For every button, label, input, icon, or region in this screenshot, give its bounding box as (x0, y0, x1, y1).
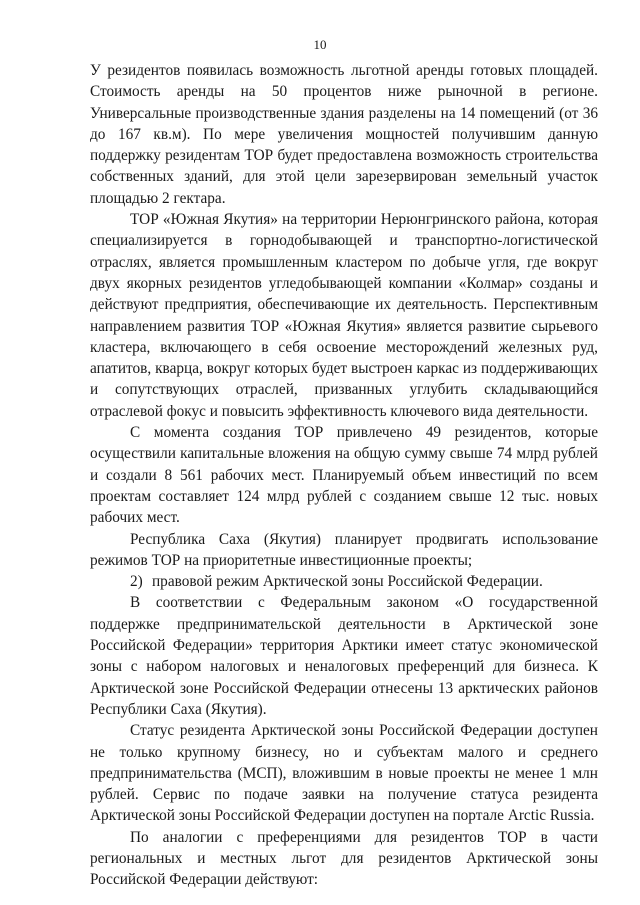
paragraph-preferences: По аналогии с преференциями для резидентов ТОР в части региональных и местных льгот для резидентов Арктической зоны Российской Федерации действуют: (90, 828, 598, 889)
paragraph-yuzhnaya-yakutiya: ТОР «Южная Якутия» на территории Нерюнгринского района, которая специализируется в горнодобывающей и транспортно-логистической отраслях, является промышленным кластером по добыче угля, где вокруг двух якорных резидентов угледобывающей компании «Колмар» созданы и действуют предприятия, обеспечивающие их деятельность. Перспективным направлением развития ТОР «Южная Якутия» является развитие сырьевого кластера, включающего в себя освоение месторождений железных руд, апатитов, кварца, вокруг которых будет выстроен каркас из поддерживающих и сопутствующих отраслей, призванных углубить складывающийся отраслевой фокус и повысить эффективность ключевого вида деятельности. (90, 211, 598, 420)
paragraph-resident-status: Статус резидента Арктической зоны Российской Федерации доступен не только крупному бизнесу, но и субъектам малого и среднего предпринимательства (МСП), вложившим в новые проекты не менее 1 млн рублей. Сервис по подаче заявки на получение статуса резидента Арктической зоны Российской Федерации доступен на портале Arctic Russia. (90, 722, 598, 825)
paragraph-federal-law: В соответствии с Федеральным законом «О государственной поддержке предпринимательской деятельности в Арктической зоне Российской Федерации» территория Арктики имеет статус экономической зоны с набором налоговых и неналоговых преференций для бизнеса. К Арктической зоне Российской Федерации отнесены 13 арктических районов Республики Саха (Якутия). (90, 594, 598, 718)
paragraph-residents-stats: С момента создания ТОР привлечено 49 резидентов, которые осуществили капитальные вложения на общую сумму свыше 74 млрд рублей и создали 8 561 рабочих мест. Планируемый объем инвестиций по всем проектам составляет 124 млрд рублей с созданием свыше 12 тыс. новых рабочих мест. (90, 424, 598, 527)
list-item-number: 2) (130, 573, 143, 591)
page-number: 10 (313, 37, 327, 52)
list-item-text: правовой режим Арктической зоны Российской Федерации. (152, 573, 543, 591)
document-body (90, 60, 598, 891)
paragraph-tor-plans: Республика Саха (Якутия) планирует продвигать использование режимов ТОР на приоритетные инвестиционные проекты; (90, 530, 598, 569)
paragraph-arenda: У резидентов появилась возможность льготной аренды готовых площадей. Стоимость аренды на 50 процентов ниже рыночной в регионе. Универсальные производственные здания разделены на 14 помещений (от 36 до 167 кв.м). По мере увеличения мощностей получившим данную поддержку резидентам ТОР будет предоставлена возможность строительства собственных зданий, для этой цели зарезервирован земельный участок площадью 2 гектара. (90, 62, 598, 207)
list-item-arctic-zone (90, 571, 598, 592)
